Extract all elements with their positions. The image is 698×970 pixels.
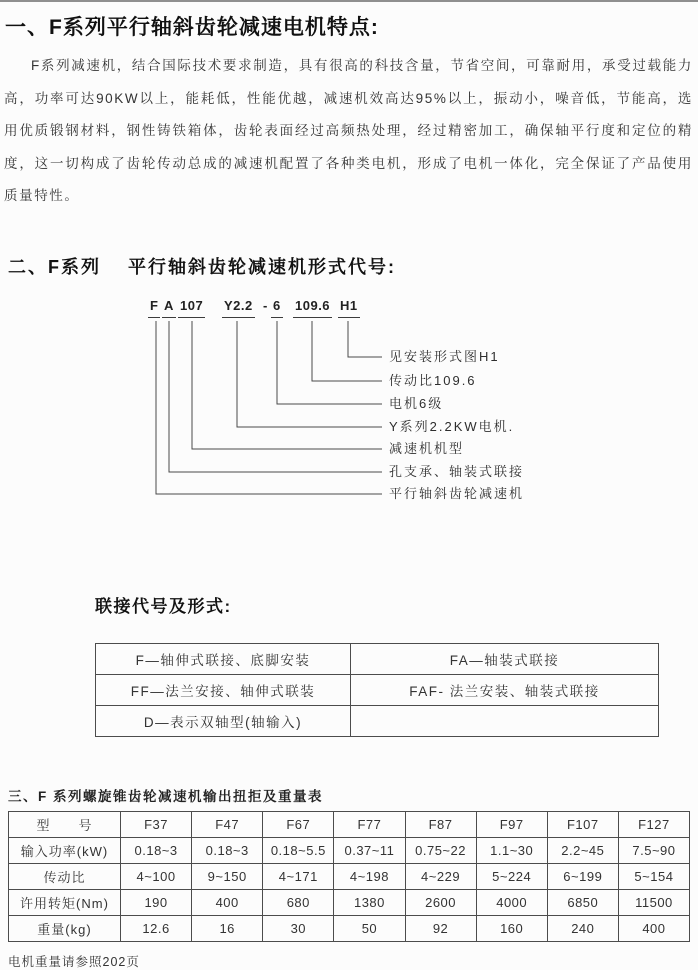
table-cell: 0.75~22 <box>405 837 476 863</box>
table-cell: F—轴伸式联接、底脚安装 <box>96 643 351 674</box>
table-header-row <box>9 811 690 837</box>
table-cell: D—表示双轴型(轴输入) <box>96 705 351 736</box>
section1-title: 一、F系列平行轴斜齿轮减速电机特点: <box>5 16 379 39</box>
section2-title: 二、F系列 平行轴斜齿轮减速机形式代号: <box>8 256 396 277</box>
code-segment-motor: Y2.2 <box>222 297 255 318</box>
code-segment-series: F <box>148 297 160 318</box>
table-cell: 5~224 <box>476 863 547 889</box>
table-cell: 输入功率(kW) <box>9 837 121 863</box>
table-header-cell: 型 号 <box>9 811 121 837</box>
diagram-label-series: 平行轴斜齿轮减速机 <box>389 485 525 501</box>
table-cell: 许用转矩(Nm) <box>9 889 121 915</box>
table-cell: 5~154 <box>618 863 689 889</box>
code-segment-ratio: 109.6 <box>293 297 332 318</box>
table-cell: 0.37~11 <box>334 837 405 863</box>
table-cell: 6~199 <box>547 863 618 889</box>
motor-weight-footnote: 电机重量请参照202页 <box>8 954 140 969</box>
connection-codes-table <box>95 643 659 737</box>
diagram-label-connection: 孔支承、轴装式联接 <box>389 463 525 479</box>
code-segment-mounting: H1 <box>338 297 360 318</box>
table-cell: 11500 <box>618 889 689 915</box>
connection-codes-title: 联接代号及形式: <box>95 596 232 616</box>
table-cell: 1380 <box>334 889 405 915</box>
table-cell: 1.1~30 <box>476 837 547 863</box>
code-segment-frame: 107 <box>178 297 205 318</box>
code-segment-dash: - <box>263 297 268 313</box>
code-segment-poles: 6 <box>271 297 283 318</box>
table-header-cell: F107 <box>547 811 618 837</box>
table-cell: 12.6 <box>121 915 192 941</box>
table-cell: 240 <box>547 915 618 941</box>
page-top-rule <box>0 0 698 2</box>
table-cell: 6850 <box>547 889 618 915</box>
table-cell: 160 <box>476 915 547 941</box>
table-cell: 9~150 <box>192 863 263 889</box>
table-cell: 2.2~45 <box>547 837 618 863</box>
table-row <box>96 674 659 705</box>
diagram-label-poles: 电机6级 <box>389 395 444 411</box>
table-row <box>96 705 659 736</box>
table-cell: 400 <box>618 915 689 941</box>
table-header-cell: F47 <box>192 811 263 837</box>
table-header-cell: F77 <box>334 811 405 837</box>
table-header-cell: F37 <box>121 811 192 837</box>
table-cell: 0.18~3 <box>121 837 192 863</box>
table-cell: 30 <box>263 915 334 941</box>
table-header-cell: F127 <box>618 811 689 837</box>
table-row <box>9 915 690 941</box>
table-cell: 4~171 <box>263 863 334 889</box>
diagram-label-mounting: 见安装形式图H1 <box>389 348 500 364</box>
table-cell: 7.5~90 <box>618 837 689 863</box>
torque-weight-table <box>8 811 690 942</box>
table-cell: FA—轴装式联接 <box>351 643 659 674</box>
table-cell: 190 <box>121 889 192 915</box>
table-row <box>96 643 659 674</box>
table-cell: 50 <box>334 915 405 941</box>
diagram-label-frame: 减速机机型 <box>389 440 465 456</box>
connector-lines <box>0 295 698 510</box>
table-cell: 重量(kg) <box>9 915 121 941</box>
torque-table-title: 三、F 系列螺旋锥齿轮减速机输出扭拒及重量表 <box>8 788 323 804</box>
diagram-label-ratio: 传动比109.6 <box>389 372 477 388</box>
table-cell: 0.18~3 <box>192 837 263 863</box>
table-cell: 16 <box>192 915 263 941</box>
table-header-cell: F67 <box>263 811 334 837</box>
table-cell: 4000 <box>476 889 547 915</box>
table-header-cell: F87 <box>405 811 476 837</box>
code-segment-connection: A <box>162 297 176 318</box>
table-cell <box>351 705 659 736</box>
table-row <box>9 863 690 889</box>
diagram-label-motor: Y系列2.2KW电机. <box>389 418 515 434</box>
table-cell: FAF- 法兰安装、轴装式联接 <box>351 674 659 705</box>
table-cell: 4~198 <box>334 863 405 889</box>
table-cell: 400 <box>192 889 263 915</box>
table-cell: FF—法兰安接、轴伸式联装 <box>96 674 351 705</box>
table-cell: 2600 <box>405 889 476 915</box>
table-cell: 680 <box>263 889 334 915</box>
model-code-diagram <box>0 295 698 510</box>
table-cell: 0.18~5.5 <box>263 837 334 863</box>
section1-paragraph: F系列减速机，结合国际技术要求制造，具有很高的科技含量，节省空间，可靠耐用，承受过载能力高，功率可达90KW以上，能耗低，性能优越，减速机效高达95%以上，振动小，噪音低，节能高，选用优质锻钢材料，钢性铸铁箱体，齿轮表面经过高频热处理，经过精密加工，确保轴平行度和定位的精度，这一切构成了齿轮传动总成的减速机配置了各种类电机，形成了电机一体化，完全保证了产品使用质量特性。 <box>4 58 693 203</box>
table-cell: 92 <box>405 915 476 941</box>
table-cell: 4~229 <box>405 863 476 889</box>
table-header-cell: F97 <box>476 811 547 837</box>
table-cell: 传动比 <box>9 863 121 889</box>
table-row <box>9 889 690 915</box>
table-row <box>9 837 690 863</box>
table-cell: 4~100 <box>121 863 192 889</box>
